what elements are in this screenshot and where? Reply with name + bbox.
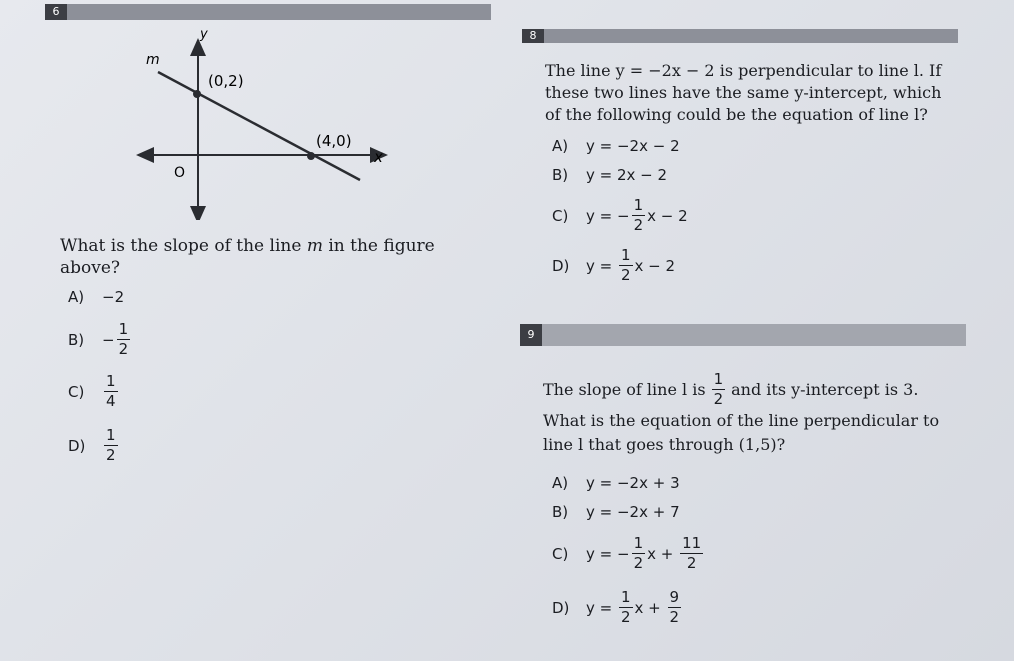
q9-choice-c-label: C) xyxy=(552,544,569,563)
q8-choice-a-label: A) xyxy=(552,137,569,155)
q8-choice-b-text: y = 2x − 2 xyxy=(586,166,668,184)
q6-number: 6 xyxy=(45,4,67,20)
q6-choice-b-fraction xyxy=(117,322,131,357)
q8-choice-d-num: 1 xyxy=(620,246,631,264)
q9-line1-pre: The slope of line l is xyxy=(543,379,706,399)
q8-line3: of the following could be the equation of line l? xyxy=(545,105,928,124)
q8-choice-c-fraction xyxy=(632,198,646,233)
q9-number: 9 xyxy=(520,324,542,346)
q9-choice-c-fraction2 xyxy=(680,536,703,571)
q9-line1-num: 1 xyxy=(713,370,724,388)
q6-choice-d-label: D) xyxy=(68,436,86,455)
q9-choice-d-num1: 1 xyxy=(620,588,631,606)
q8-choice-d-post: x − 2 xyxy=(634,256,676,275)
q6-choice-c-den: 4 xyxy=(106,392,116,410)
q8-question xyxy=(545,60,965,126)
q6-choice-b-sign: − xyxy=(102,330,115,349)
q9-line2: What is the equation of the line perpendicular to xyxy=(543,411,940,430)
q6-header-bar xyxy=(45,4,491,20)
q9-choice-d-mid: x + xyxy=(634,598,666,617)
q6-choice-b-label: B) xyxy=(68,330,85,349)
q9-line1-den: 2 xyxy=(713,390,724,408)
q8-line2: these two lines have the same y-intercept, which xyxy=(545,83,942,102)
q8-choice-d-fraction xyxy=(619,248,633,283)
q8-choice-a[interactable] xyxy=(552,137,680,155)
q6-choice-d-num: 1 xyxy=(106,426,116,444)
q6-choice-b-den: 2 xyxy=(118,340,129,358)
q6-choice-d[interactable] xyxy=(68,428,120,463)
q8-choice-b[interactable] xyxy=(552,166,667,184)
q6-figure xyxy=(130,30,410,220)
x-axis-label: x xyxy=(374,148,383,166)
q9-choice-c-mid: x + xyxy=(647,544,679,563)
q8-choice-c-post: x − 2 xyxy=(647,206,688,225)
q9-choice-a-label: A) xyxy=(552,474,569,492)
point-4-0 xyxy=(307,152,315,160)
q9-choice-d-den1: 2 xyxy=(620,608,631,626)
q8-choice-a-text: y = −2x − 2 xyxy=(586,137,680,155)
q6-question xyxy=(60,235,480,279)
q6-choice-c-num: 1 xyxy=(106,372,116,390)
q6-question-part1: What is the slope of the line xyxy=(60,236,307,256)
q9-choice-c-fraction1 xyxy=(632,536,646,571)
q9-header-bar xyxy=(520,324,966,346)
q6-choice-a[interactable] xyxy=(68,288,124,306)
q9-choice-c-num1: 1 xyxy=(633,534,644,552)
q9-line1 xyxy=(543,372,973,407)
line-m xyxy=(158,72,360,180)
q6-question-line2: above? xyxy=(60,258,121,278)
q9-question xyxy=(543,372,973,457)
q6-choice-a-text: −2 xyxy=(102,288,125,306)
point2-label: (4,0) xyxy=(316,132,352,150)
q8-line1: The line y = −2x − 2 is perpendicular to line l. If xyxy=(545,61,942,80)
q6-choice-c-label: C) xyxy=(68,382,85,401)
q8-number: 8 xyxy=(522,29,544,43)
q8-choice-c[interactable] xyxy=(552,198,688,233)
q6-choice-b[interactable] xyxy=(68,322,132,357)
q9-choice-d[interactable] xyxy=(552,590,683,625)
line-m-label: m xyxy=(146,52,160,68)
q9-choice-d-fraction2 xyxy=(668,590,682,625)
q8-choice-d-label: D) xyxy=(552,256,570,275)
q9-choice-d-num2: 9 xyxy=(669,588,680,606)
point1-label: (0,2) xyxy=(208,72,244,90)
q9-choice-d-den2: 2 xyxy=(669,608,680,626)
q9-choice-c-num2: 11 xyxy=(682,534,702,552)
y-axis-label: y xyxy=(200,30,208,42)
q9-choice-d-label: D) xyxy=(552,598,570,617)
q8-header-bar xyxy=(522,29,958,43)
q8-choice-d-pre: y = xyxy=(586,256,617,275)
q9-choice-d-pre: y = xyxy=(586,598,617,617)
q9-choice-d-fraction1 xyxy=(619,590,633,625)
point-0-2 xyxy=(193,90,201,98)
q9-choice-a-text: y = −2x + 3 xyxy=(586,474,680,492)
q9-choice-b-label: B) xyxy=(552,503,569,521)
q6-choice-b-num: 1 xyxy=(118,320,129,338)
q8-choice-d-den: 2 xyxy=(620,266,631,284)
q9-choice-c[interactable] xyxy=(552,536,705,571)
q6-question-var: m xyxy=(306,236,323,256)
q8-choice-c-label: C) xyxy=(552,206,569,225)
q6-choice-c-fraction xyxy=(104,374,118,409)
q8-choice-c-num: 1 xyxy=(633,196,644,214)
q8-choice-d[interactable] xyxy=(552,248,675,283)
q9-choice-c-pre: y = − xyxy=(586,544,630,563)
q6-question-part2: in the figure xyxy=(322,236,435,256)
q9-line3: line l that goes through (1,5)? xyxy=(543,435,786,454)
q9-choice-b[interactable] xyxy=(552,503,680,521)
q9-line1-post: and its y-intercept is 3. xyxy=(731,379,919,399)
q9-choice-c-den2: 2 xyxy=(686,554,697,572)
q8-choice-c-den: 2 xyxy=(633,216,644,234)
origin-label: O xyxy=(174,165,186,181)
q8-choice-c-pre: y = − xyxy=(586,206,630,225)
q9-line1-fraction xyxy=(712,372,726,407)
q9-choice-b-text: y = −2x + 7 xyxy=(586,503,680,521)
q6-choice-d-fraction xyxy=(104,428,118,463)
q6-choice-d-den: 2 xyxy=(106,446,116,464)
q8-choice-b-label: B) xyxy=(552,166,569,184)
q6-choice-c[interactable] xyxy=(68,374,120,409)
q9-choice-c-den1: 2 xyxy=(633,554,644,572)
q9-choice-a[interactable] xyxy=(552,474,680,492)
q6-choice-a-label: A) xyxy=(68,288,85,306)
